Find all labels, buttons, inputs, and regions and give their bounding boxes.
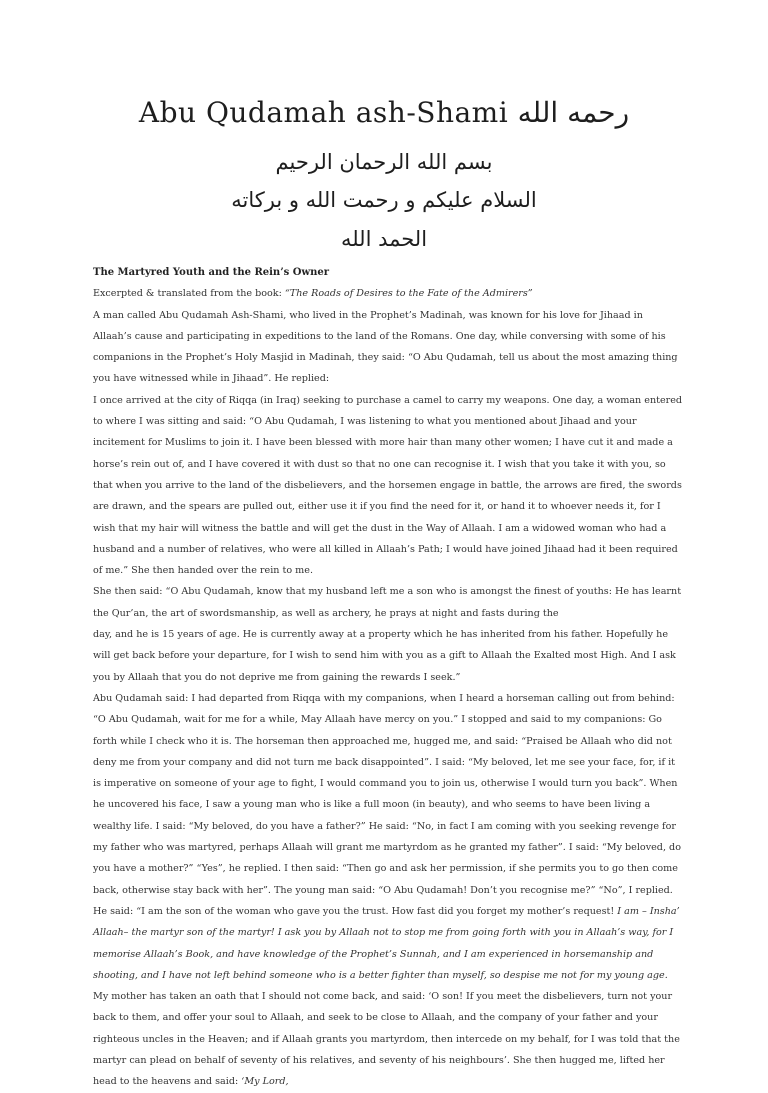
source-line: [93, 283, 683, 304]
basmalah-line: بسم الله الرحمان الرحيم: [275, 150, 493, 174]
hamd-line: الحمد الله: [340, 227, 428, 251]
paragraph-4-italic: I am – Insha’ Allaah– the martyr son of the martyr! I ask you by Allaah not to stop me from going forth with you in Allaah’s way, for I memorise Allaah’s Book, and have knowledge of the Prophet’s Sunnah, and I am experienced in horsemanship and shooting, and I have not left behind someone who is a better fighter than myself, so despise me not for my young age.: [93, 905, 680, 981]
source-prefix: Excerpted & translated from the book:: [93, 288, 285, 300]
paragraph-3a: She then said: “O Abu Qudamah, know that my husband left me a son who is amongst the finest of youths: He has learnt the Qur’an, the art of swordsmanship, as well as archery, he prays at night and fasts during the: [93, 586, 682, 619]
article-body: [93, 262, 683, 1093]
paragraph-1: A man called Abu Qudamah Ash-Shami, who lived in the Prophet’s Madinah, was known for his love for Jihaad in Allaah’s cause and participating in expeditions to the land of the Romans. One day, while conversing with some of his companions in the Prophet’s Holy Masjid in Madinah, they said: “O Abu Qudamah, tell us about the most amazing thing you have witnessed while in Jihaad”. He replied:: [93, 309, 678, 385]
paragraph-2: I once arrived at the city of Riqqa (in Iraq) seeking to purchase a camel to carry my weapons. One day, a woman entered to where I was sitting and said: “O Abu Qudamah, I was listening to what you mentioned about Jihaad and your incitement for Muslims to join it. I have been blessed with more hair than many other women; I have cut it and made a horse’s rein out of, and I have covered it with dust so that no one can recognise it. I wish that you take it with you, so that when you arrive to the land of the disbelievers, and the horsemen engage in battle, the arrows are fired, the swords are drawn, and the spears are pulled out, either use it if you find the need for it, or hand it to whoever needs it, for I wish that my hair will witness the battle and will get the dust in the Way of Allaah. I am a widowed woman who had a husband and a number of relatives, who were all killed in Allaah’s Path; I would have joined Jihaad had it been required of me.” She then handed over the rein to me.: [93, 394, 683, 577]
page-title: Abu Qudamah ash-Shami رحمه الله: [138, 96, 630, 129]
section-heading: The Martyred Youth and the Rein’s Owner: [93, 267, 330, 278]
paragraph-4-part-a: Abu Qudamah said: I had departed from Riqqa with my companions, when I heard a horseman calling out from behind: “O Abu Qudamah, wait for me for a while, May Allaah have mercy on you.” I stopped and said to my companions: Go forth while I check who it is. The horseman then approached me, hugged me, and said: “Praised be Allaah who did not deny me from your company and did not turn me back disappointed”. I said: “My beloved, let me see your face, for, if it is imperative on someone of your age to fight, I would command you to join us, otherwise I would turn you back”. When he uncovered his face, I saw a young man who is like a full moon (in beauty), and who seems to have been living a wealthy life. I said: “My beloved, do you have a father?” He said: “No, in fact I am coming with you seeking revenge for my father who was martyred, perhaps Allaah will grant me martyrdom as he granted my father”. I said: “My beloved, do you have a mother?” “Yes”, he replied. I then said: “Then go and ask her permission, if she permits you to go then come back, otherwise stay back with her”. The young man said: “O Abu Qudamah! Don’t you recognise me?” “No”, I replied. He said: “I am the son of the woman who gave you the trust. How fast did you forget my mother’s request!: [93, 692, 681, 917]
source-book-title: “The Roads of Desires to the Fate of the Admirers”: [284, 288, 533, 300]
salam-line: السلام عليكم و رحمت الله و بركاته: [231, 188, 537, 212]
paragraph-4: [93, 688, 683, 1093]
paragraph-4-end-italic: ‘My Lord,: [241, 1076, 289, 1088]
paragraph-4-part-b: My mother has taken an oath that I should not come back, and said: ‘O son! If you meet the disbelievers, turn not your back to them, and offer your soul to Allaah, and seek to be close to Allaah, and the company of your father and your righteous uncles in the Heaven; and if Allaah grants you martyrdom, then intercede on my behalf, for I was told that the martyr can plead on behalf of seventy of his relatives, and seventy of his neighbours’. She then hugged me, lifted her head to the heavens and said:: [93, 991, 680, 1088]
paragraph-3b: day, and he is 15 years of age. He is currently away at a property which he has inherited from his father. Hopefully he will get back before your departure, for I wish to send him with you as a gift to Allaah the Exalted most High. And I ask you by Allaah that you do not deprive me from gaining the rewards I seek.”: [93, 629, 676, 683]
